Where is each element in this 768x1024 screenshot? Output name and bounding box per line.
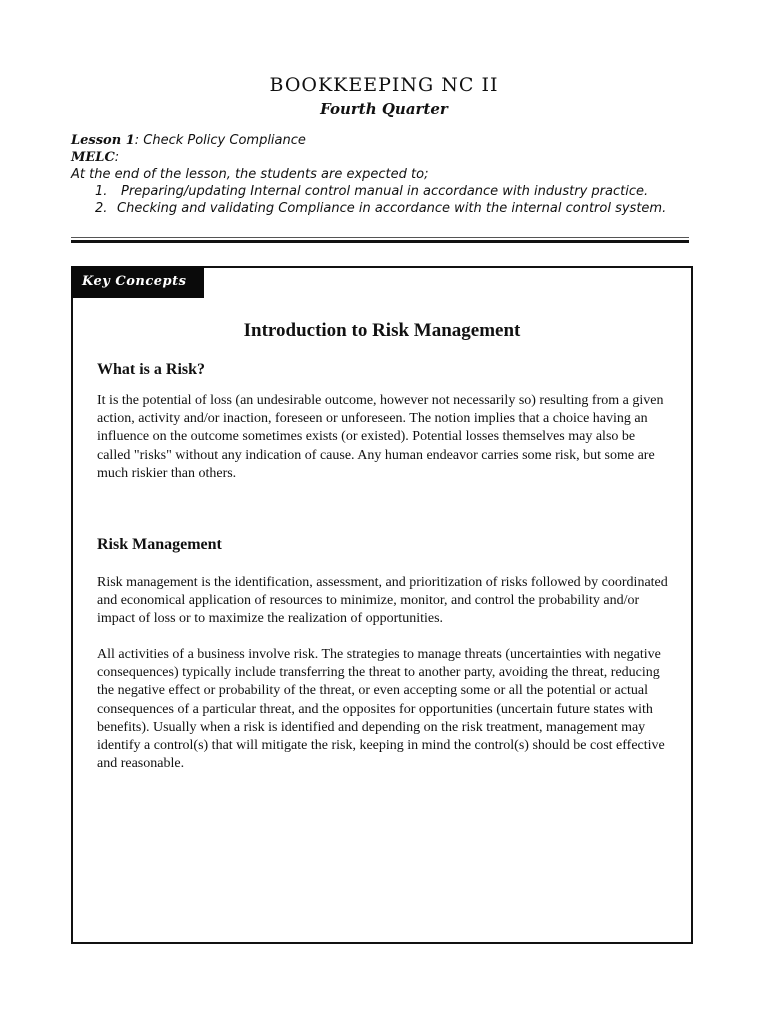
key-concepts-tab: Key Concepts [71,266,204,298]
lesson-name: : Check Policy Compliance [134,133,306,148]
paragraph-risk-strategies: All activities of a business involve risk. The strategies to manage threats (uncertainties with negative consequences) typically include transferring the threat to another party, avoiding the threat, reducing the negative effect or probability of the threat, or even accepting some or all the potential or actual consequences of a particular threat, and the opposites for opportunities (uncertain future states with benefits). Usually when a risk is identified and depending on the risk treatment, management may identify a control(s) that will mitigate the risk, keeping in mind the control(s) should be cost effective and reasonable. [97,647,665,772]
objective-number: 1. [95,184,108,199]
lesson-label: Lesson 1 [71,133,135,148]
objectives-intro: At the end of the lesson, the students are expected to; [71,167,429,182]
divider-thin [71,237,689,238]
melc-line [71,149,711,166]
heading-risk-management: Risk Management [97,536,222,553]
melc-label: MELC [71,150,115,165]
lesson-info [71,132,711,217]
section-main-title: Introduction to Risk Management [243,320,521,341]
objective-text: Checking and validating Compliance in accordance with the internal control system. [117,201,667,216]
objectives-list [71,183,711,217]
objective-item [71,200,711,217]
document-subtitle: Fourth Quarter [320,100,448,118]
melc-colon: : [114,150,120,165]
objective-item [71,183,711,200]
document-title: BOOKKEEPING NC II [269,74,499,96]
paragraph-risk-management-definition: Risk management is the identification, assessment, and prioritization of risks followed by coordinated and economical application of resources to minimize, monitor, and control the probability and/or impact of loss or to maximize the realization of opportunities. [97,575,668,627]
objective-text: Preparing/updating Internal control manual in accordance with industry practice. [121,184,649,199]
objective-number: 2. [95,201,108,216]
divider-thick [71,240,689,243]
lesson-line [71,132,711,149]
heading-what-is-risk: What is a Risk? [97,361,206,378]
paragraph-what-is-risk: It is the potential of loss (an undesirable outcome, however not necessarily so) resulting from a given action, activity and/or inaction, foreseen or unforeseen. The notion implies that a choice having an influence on the outcome sometimes exists (or existed). Potential losses themselves may also be called "risks" without any indication of cause. Any human endeavor carries some risk, but some are much riskier than others. [97,393,664,481]
